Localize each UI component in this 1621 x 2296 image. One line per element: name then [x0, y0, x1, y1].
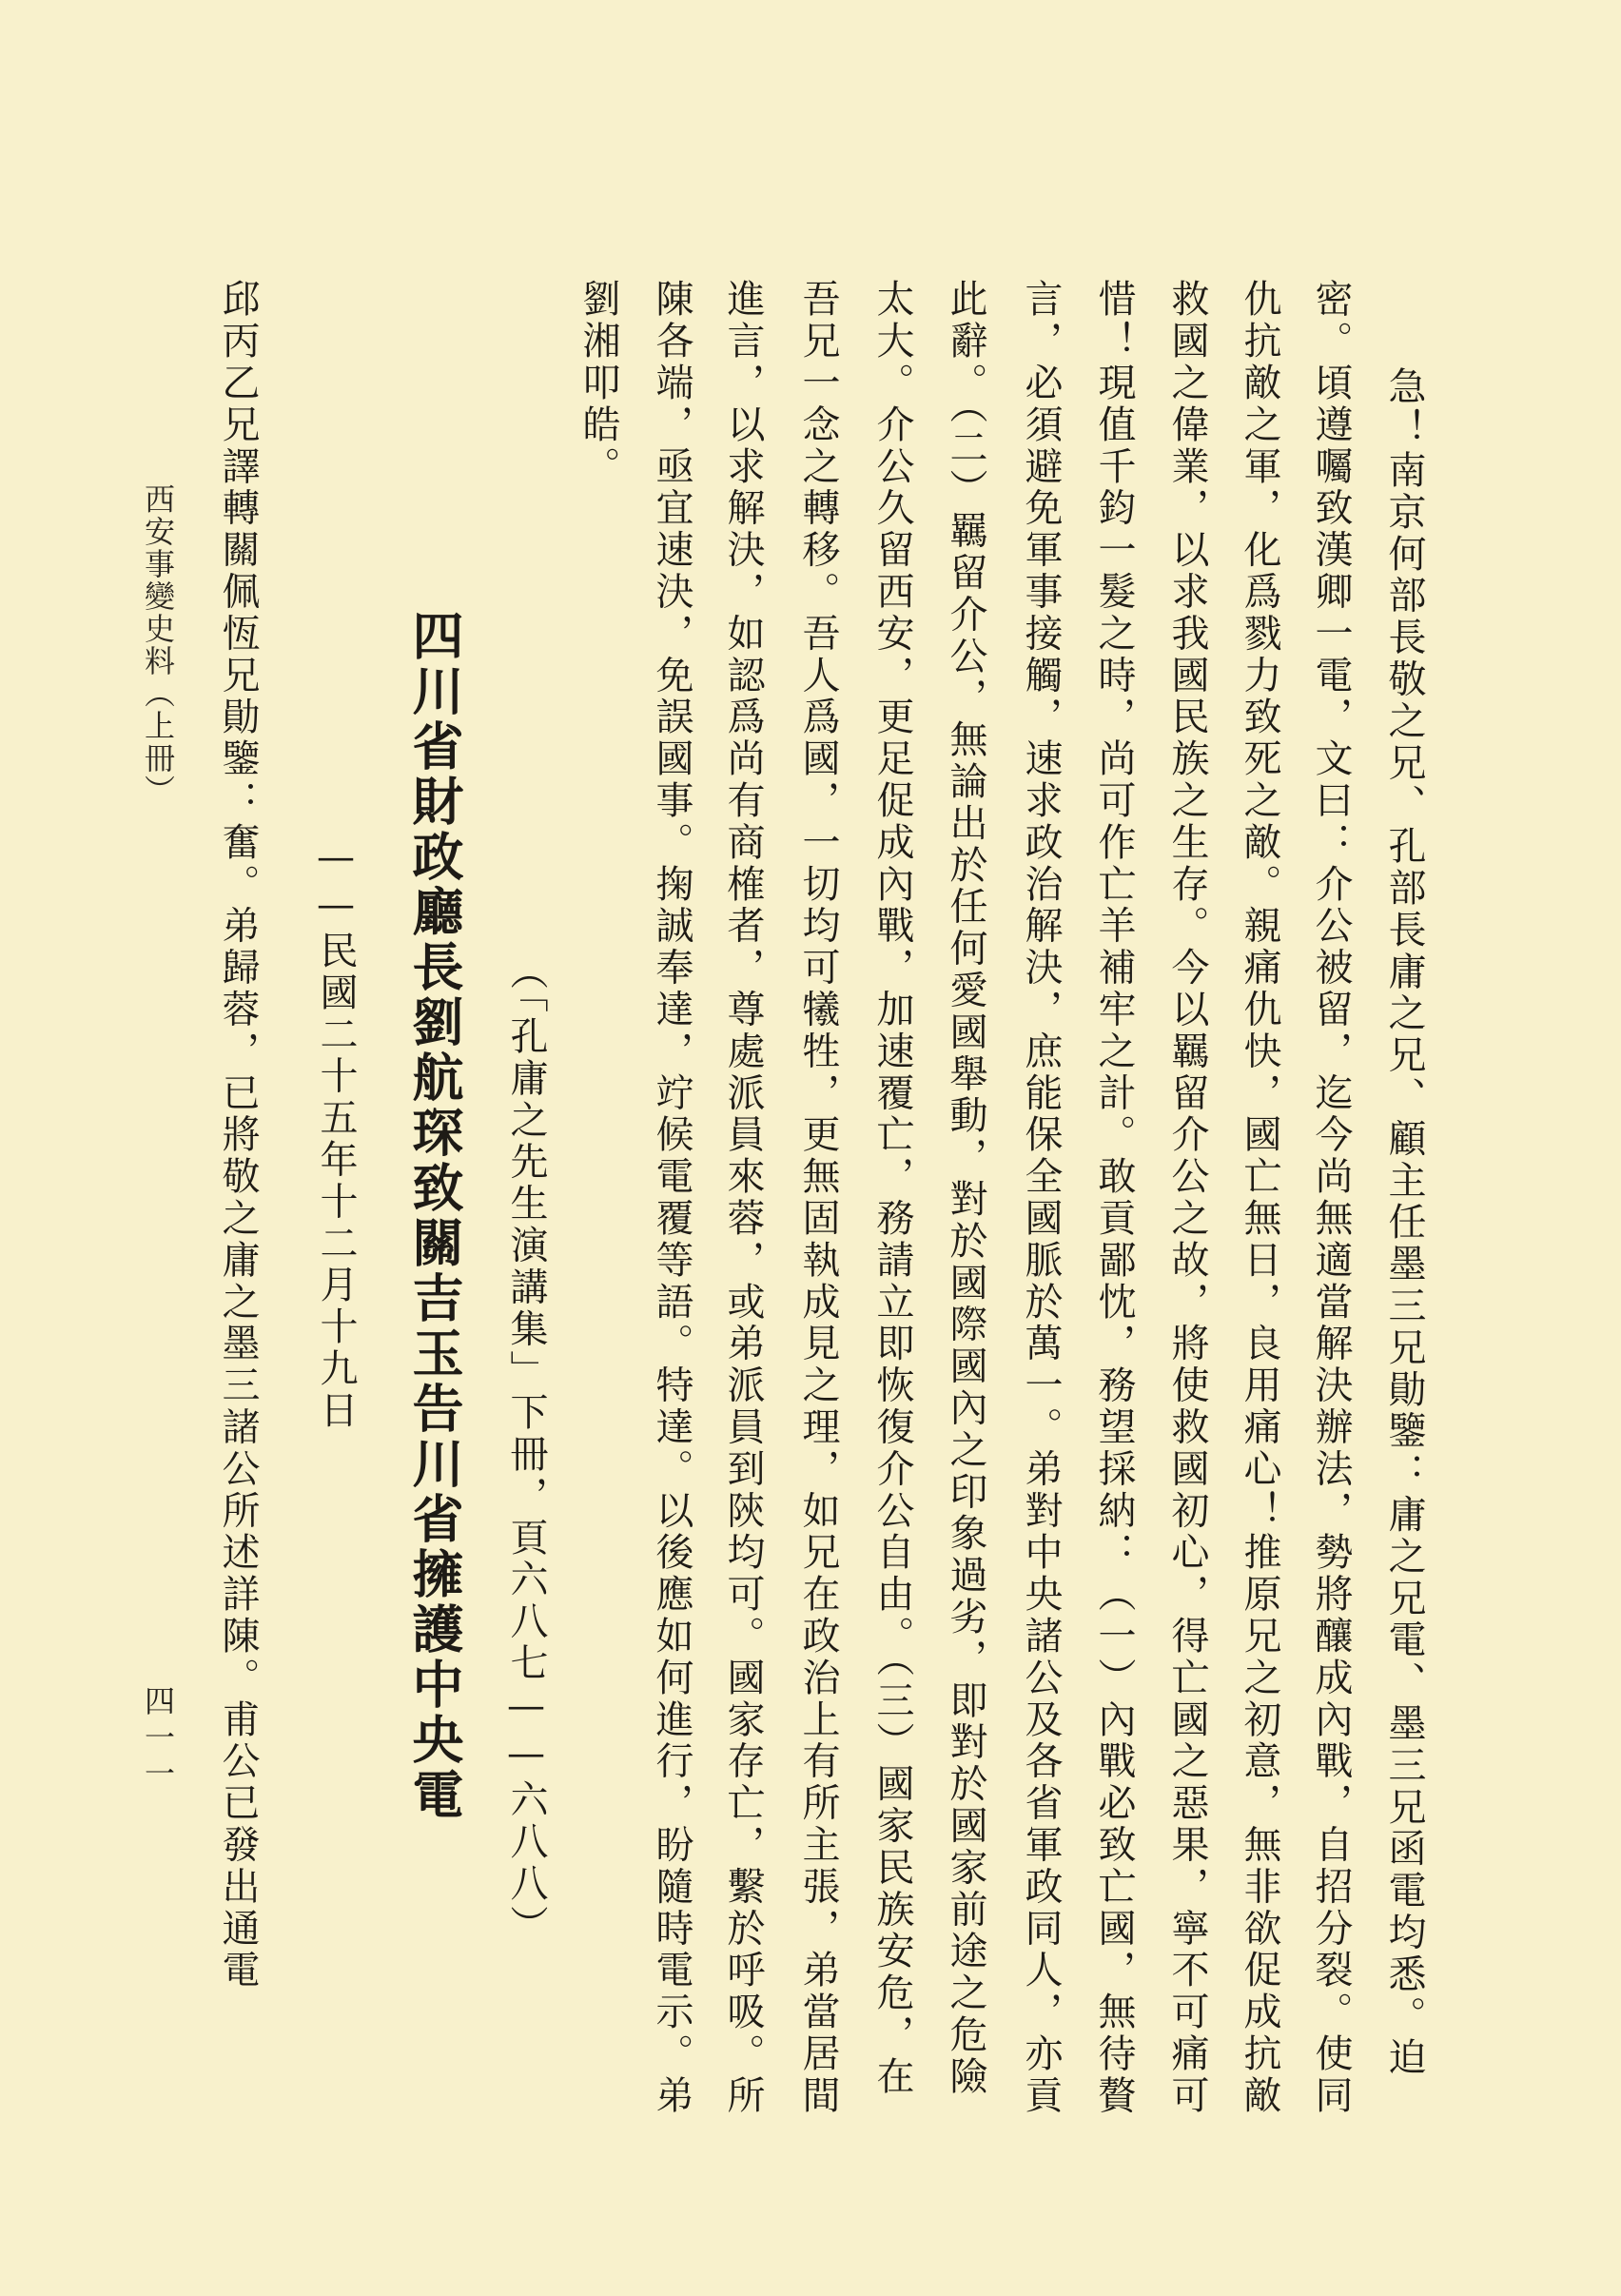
- body-column-3: 仇抗敵之軍，化爲戮力致死之敵。親痛仇快，國亡無日，良用痛心！推原兄之初意，無非欲促成抗敵: [1238, 279, 1281, 2117]
- body-column-11: 陳各端，亟宜速決，免誤國事。掬誠奉達，竚候電覆等語。特達。以後應如何進行，盼隨時電示。弟: [650, 279, 693, 2117]
- body-column-5: 惜！現值千鈞一髮之時，尚可作亡羊補牢之計。敢貢鄙忱，務望採納：（一）內戰必致亡國，無待贅: [1092, 279, 1136, 2117]
- source-citation: （「孔庸之先生演講集」下冊，頁六八七——六八八）: [504, 952, 548, 1947]
- body-column-6: 言，必須避免軍事接觸，速求政治解決，庶能保全國脈於萬一。弟對中央諸公及各省軍政同人，亦貢: [1019, 279, 1063, 2117]
- footer-book-title: 西安事變史料（上冊）: [140, 483, 176, 807]
- body-column-7: 此辭。（二）羈留介公，無論出於任何愛國舉動，對於國際國內之印象過劣，即對於國家前途之危險: [944, 279, 987, 2098]
- section-body-column-1: 邱丙乙兄譯轉關佩恆兄勛鑒：奮。弟歸蓉，已將敬之庸之墨三諸公所述詳陳。甫公已發出通電: [216, 279, 260, 1992]
- body-column-4: 救國之偉業，以求我國民族之生存。今以羈留介公之故，將使救國初心，得亡國之惡果，寧不可痛可: [1165, 279, 1209, 2117]
- body-column-9: 吾兄一念之轉移。吾人爲國，一切均可犧牲，更無固執成見之理，如兄在政治上有所主張，弟當居間: [796, 279, 840, 2117]
- body-column-2: 密。頃遵囑致漢卿一電，文曰：介公被留，迄今尚無適當解決辦法，勢將釀成內戰，自招分裂。使同: [1309, 279, 1353, 2117]
- body-column-12: 劉湘叩皓。: [576, 279, 620, 488]
- page-number: 四一一: [140, 1685, 176, 1794]
- body-column-1: 急！南京何部長敬之兄、孔部長庸之兄、顧主任墨三兄勛鑒：庸之兄電、墨三兄函電均悉。迫: [1382, 366, 1426, 2079]
- body-column-10: 進言，以求解決，如認爲尚有商榷者，尊處派員來蓉，或弟派員到陝均可。國家存亡，繫於呼吸。所: [721, 279, 765, 2117]
- section-date: ——民國二十五年十二月十九日: [314, 835, 358, 1432]
- body-column-8: 太大。介公久留西安，更足促成內戰，加速覆亡，務請立即恢復介公自由。（三）國家民族安危，在: [870, 279, 914, 2098]
- section-title: 四川省財政廳長劉航琛致關吉玉告川省擁護中央電: [404, 609, 465, 1823]
